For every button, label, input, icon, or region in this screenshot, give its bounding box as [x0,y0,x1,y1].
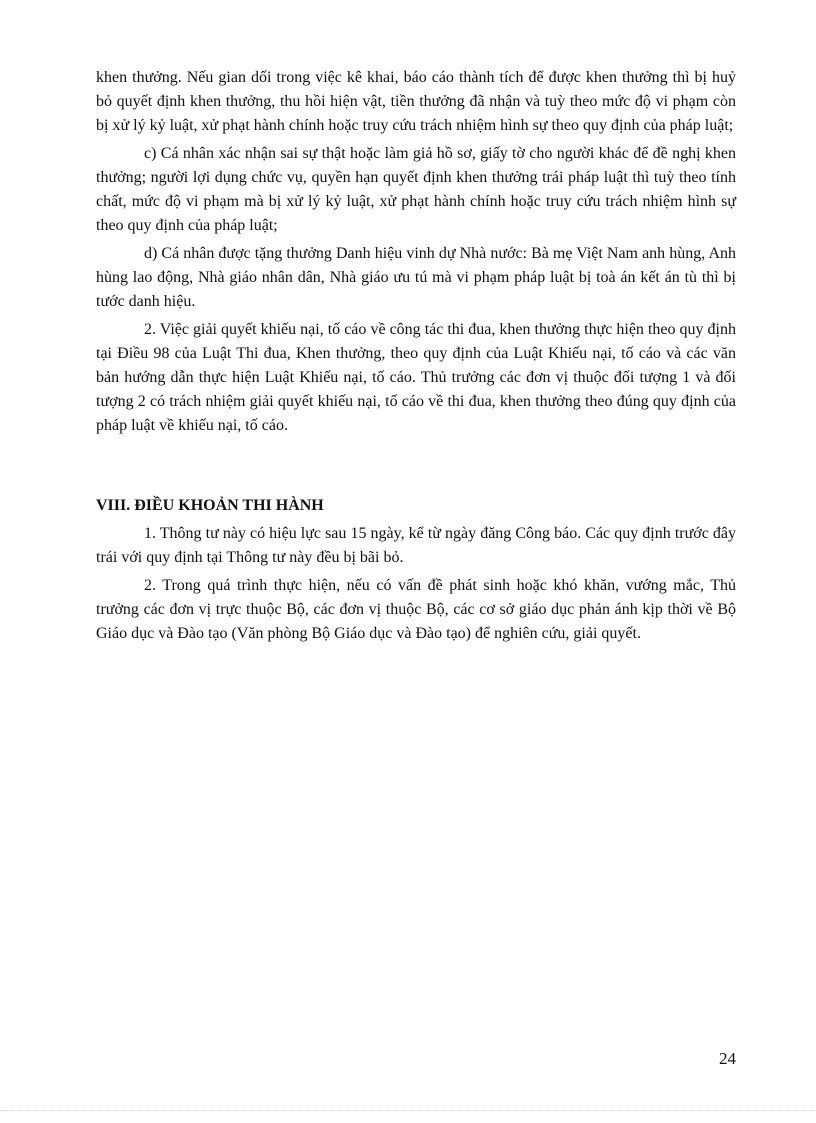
document-page [96,66,736,646]
paragraph-implementation: 2. Trong quá trình thực hiện, nếu có vấn đề phát sinh hoặc khó khăn, vướng mắc, Thủ trưởng các đơn vị trực thuộc Bộ, các đơn vị thuộc Bộ, các cơ sở giáo dục phản ánh kịp thời về Bộ Giáo dục và Đào tạo (Văn phòng Bộ Giáo dục và Đào tạo) để nghiên cứu, giải quyết. [96,577,736,642]
paragraph-continuation: khen thưởng. Nếu gian dối trong việc kê khai, báo cáo thành tích để được khen thưởng thì bị huỷ bỏ quyết định khen thưởng, thu hồi hiện vật, tiền thưởng đã nhận và tuỳ theo mức độ vi phạm còn bị xử lý kỷ luật, xử phạt hành chính hoặc truy cứu trách nhiệm hình sự theo quy định của pháp luật; [96,69,736,134]
page-number: 24 [719,1049,736,1068]
paragraph-item-c: c) Cá nhân xác nhận sai sự thật hoặc làm giả hồ sơ, giấy tờ cho người khác để đề nghị khen thưởng; người lợi dụng chức vụ, quyền hạn quyết định khen thưởng trái pháp luật thì tuỳ theo tính chất, mức độ vi phạm mà bị xử lý kỷ luật, xử phạt hành chính hoặc truy cứu trách nhiệm hình sự theo quy định của pháp luật; [96,145,736,234]
page-bottom-divider [0,1110,816,1111]
section-heading: VIII. ĐIỀU KHOẢN THI HÀNH [96,497,324,514]
paragraph-item-2-complaints: 2. Việc giải quyết khiếu nại, tố cáo về công tác thi đua, khen thưởng thực hiện theo quy định tại Điều 98 của Luật Thi đua, Khen thưởng, theo quy định của Luật Khiếu nại, tố cáo và các văn bản hướng dẫn thực hiện Luật Khiếu nại, tố cáo. Thủ trưởng các đơn vị thuộc đối tượng 1 và đối tượng 2 có trách nhiệm giải quyết khiếu nại, tố cáo về thi đua, khen thưởng theo đúng quy định của pháp luật về khiếu nại, tố cáo. [96,321,736,434]
paragraph-effectiveness: 1. Thông tư này có hiệu lực sau 15 ngày, kể từ ngày đăng Công báo. Các quy định trước đây trái với quy định tại Thông tư này đều bị bãi bỏ. [96,525,736,566]
paragraph-item-d: d) Cá nhân được tặng thưởng Danh hiệu vinh dự Nhà nước: Bà mẹ Việt Nam anh hùng, Anh hùng lao động, Nhà giáo nhân dân, Nhà giáo ưu tú mà vi phạm pháp luật bị toà án kết án tù thì bị tước danh hiệu. [96,245,736,310]
